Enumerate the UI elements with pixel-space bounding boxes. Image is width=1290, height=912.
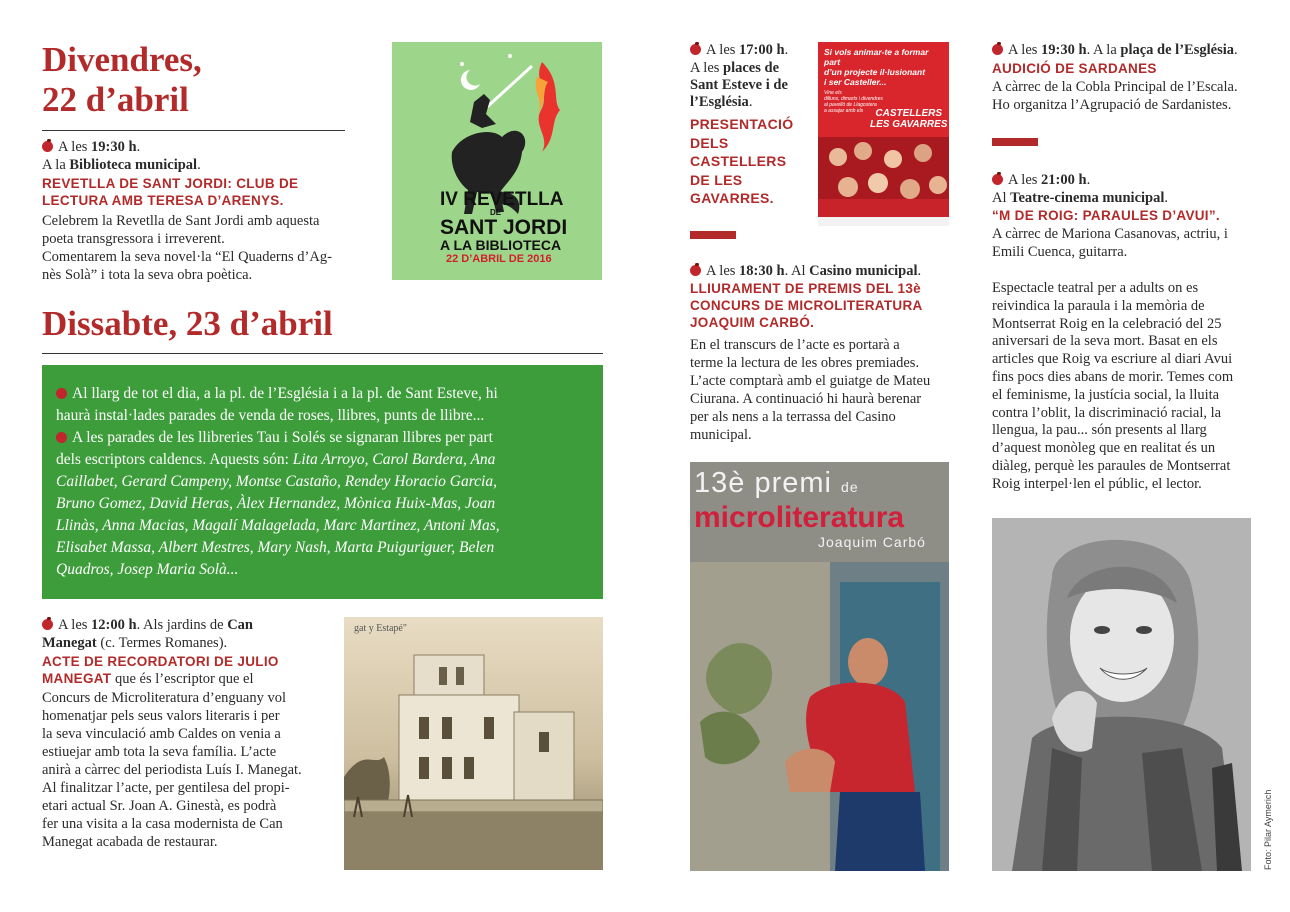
apple-bullet-icon [42,619,53,630]
book-stalls-box [42,365,603,599]
house-photo-caption: gat y Estapé" [354,623,407,634]
ev-cast-time: A les 17:00 h. [690,42,788,59]
montserrat-roig-photo [992,518,1251,871]
ev3-body: Concurs de Microliteratura d’enguany vol homenatjar pels seus valors literaris i per la seva vinculació amb Caldes on venia a estiuejar amb tota la seva família. L’acte anirà a càrrec del periodista Luís I. Manegat. Al finalitzar l’acte, per gentilesa del propi- etari actual Sr. Joan A. Ginestà, es podrà fer una visita a la casa modernista de Can Manegat acabada de restaurar. [42,690,302,850]
micro-poster-line2: microliteratura [694,501,905,534]
apple-bullet-icon [42,141,53,152]
apple-bullet-icon [56,388,67,399]
ev-teat-heading: “M DE ROIG: PARAULES D’AVUI”. [992,208,1220,223]
writer-names-4: Elisabet Massa, Albert Mestres, Mary Nash, Marta Puiguriguer, Belen [56,539,495,556]
ev1-time: A les 19:30 h. [42,139,140,156]
writer-names-1: Caillabet, Gerard Campeny, Montse Castaño, Rendey Horacio Garcia, [56,473,497,490]
apple-bullet-icon [56,432,67,443]
apple-bullet-icon [690,44,701,55]
writer-names-3: Llinàs, Anna Macias, Magalí Malagelada, Marc Martinez, Antoni Mas, [56,517,500,534]
castellers-poster-text: Si vols animar-te a formar part d’un projecte il·lusionant i ser Casteller... Vine els dilluns, dimarts i divendres al pavelló de Llagostera a assajar amb els [824,47,929,114]
apple-bullet-icon [992,174,1003,185]
separator-bar [992,138,1038,146]
microliteratura-poster [690,462,949,871]
writer-names-5: Quadros, Josep Maria Solà... [56,561,239,578]
saturday-rule [42,353,603,354]
green-line-3: A les parades de les llibreries Tau i Solés se signaran llibres per part [56,427,589,449]
portrait-illustration [992,518,1251,871]
ev-teat-body: Espectacle teatral per a adults on es reivindica la paraula i la memòria de Montserrat Roig en la celebració del 25 aniversari de la seva mort. Basat en els articles que Roig va escriure al diari Avui fins pocs dies abans de morir. Temes com el feminisme, la justícia social, la lluita contra l’oblit, la discriminació racial, la llengua, la pau... són presents al llarg d’aquest monòleg que en realitat és un diàleg, perquè les paraules de Montserrat Roig interpel·len el públic, el lector. [992,280,1234,492]
separator-bar [690,231,736,239]
ev-teat-place: Al Teatre-cinema municipal. [992,190,1169,206]
micro-poster-line1: 13è premi de [694,467,859,499]
friday-title-line1: Divendres, [42,40,202,79]
can-manegat-photo [344,617,603,870]
ev3-heading-line1: ACTE DE RECORDATORI DE JULIO [42,654,279,669]
photo-credit: Foto: Pilar Aymerich [1263,789,1273,870]
ev-lit-heading: LLIURAMENT DE PREMIS DEL 13è CONCURS DE MICROLITERATURA JOAQUIM CARBÓ. [690,281,923,330]
ev-sard-time: A les 19:30 h. A la plaça de l’Església. [992,42,1252,59]
ev-lit-time: A les 18:30 h. Al Casino municipal. [690,263,950,280]
saturday-title: Dissabte, 23 d’abril [42,304,333,343]
friday-title-line2: 22 d’abril [42,80,189,119]
castellers-poster [818,42,949,226]
green-line-4: dels escriptors caldencs. Aquests són: Lita Arroyo, Carol Bardera, Ana [56,451,496,468]
castellers-brand: CASTELLERS LES GAVARRES [870,108,948,130]
micro-poster-line3: Joaquim Carbó [818,534,926,550]
friday-rule [42,130,345,131]
friday-title [42,40,202,120]
writer-names-2: Bruno Gomez, David Heras, Àlex Hernandez, Mònica Huix-Mas, Joan [56,495,496,512]
ev3-time: A les 12:00 h. Als jardins de Can [42,617,322,634]
ev3-heading-line2: MANEGAT [42,671,112,686]
sant-jordi-poster-text: IV REVETLLA DE SANT JORDI A LA BIBLIOTECA 22 D’ABRIL DE 2016 [440,189,568,265]
human-tower-crowd [818,137,949,226]
house-illustration [344,617,603,870]
ev1-heading: REVETLLA DE SANT JORDI: CLUB DE LECTURA AMB TERESA D’ARENYS. [42,176,299,208]
green-line-2: haurà instal·lades parades de venda de roses, llibres, punts de llibre... [56,407,485,424]
ev1-body: Celebrem la Revetlla de Sant Jordi amb aquesta poeta transgressora i irreverent. Comentarem la seva novel·la “El Quaderns d’Ag- nès Solà” i tota la seva obra poètica. [42,213,332,283]
ev1-place: A la Biblioteca municipal. [42,157,201,173]
ev3-heading-line2-row: MANEGAT que és l’escriptor que el [42,671,254,687]
sant-jordi-poster [392,42,602,280]
ev-teat-credits: A càrrec de Mariona Casanovas, actriu, i Emili Cuenca, guitarra. [992,226,1228,260]
ev-teat-time: A les 21:00 h. [992,172,1090,189]
green-line-1: Al llarg de tot el dia, a la pl. de l’Església i a la pl. de Sant Esteve, hi [56,383,589,405]
apple-bullet-icon [690,265,701,276]
ev-lit-body: En el transcurs de l’acte es portarà a terme la lectura de les obres premiades. L’acte comptarà amb el guiatge de Mateu Ciurana. A continuació hi haurà berenar per als nens a la terrassa del Casino municipal. [690,337,931,443]
ev-sard-heading: AUDICIÓ DE SARDANES [992,61,1157,76]
ev3-place: Manegat (c. Termes Romanes). [42,635,228,651]
ev-cast-heading: PRESENTACIÓ DELS CASTELLERS DE LES GAVARRES. [690,116,794,206]
ev-cast-place: A les places de Sant Esteve i de l’Església. [690,60,788,110]
apple-bullet-icon [992,44,1003,55]
ev-sard-body: A càrrec de la Cobla Principal de l’Escala. Ho organitza l’Agrupació de Sardanistes. [992,79,1238,113]
